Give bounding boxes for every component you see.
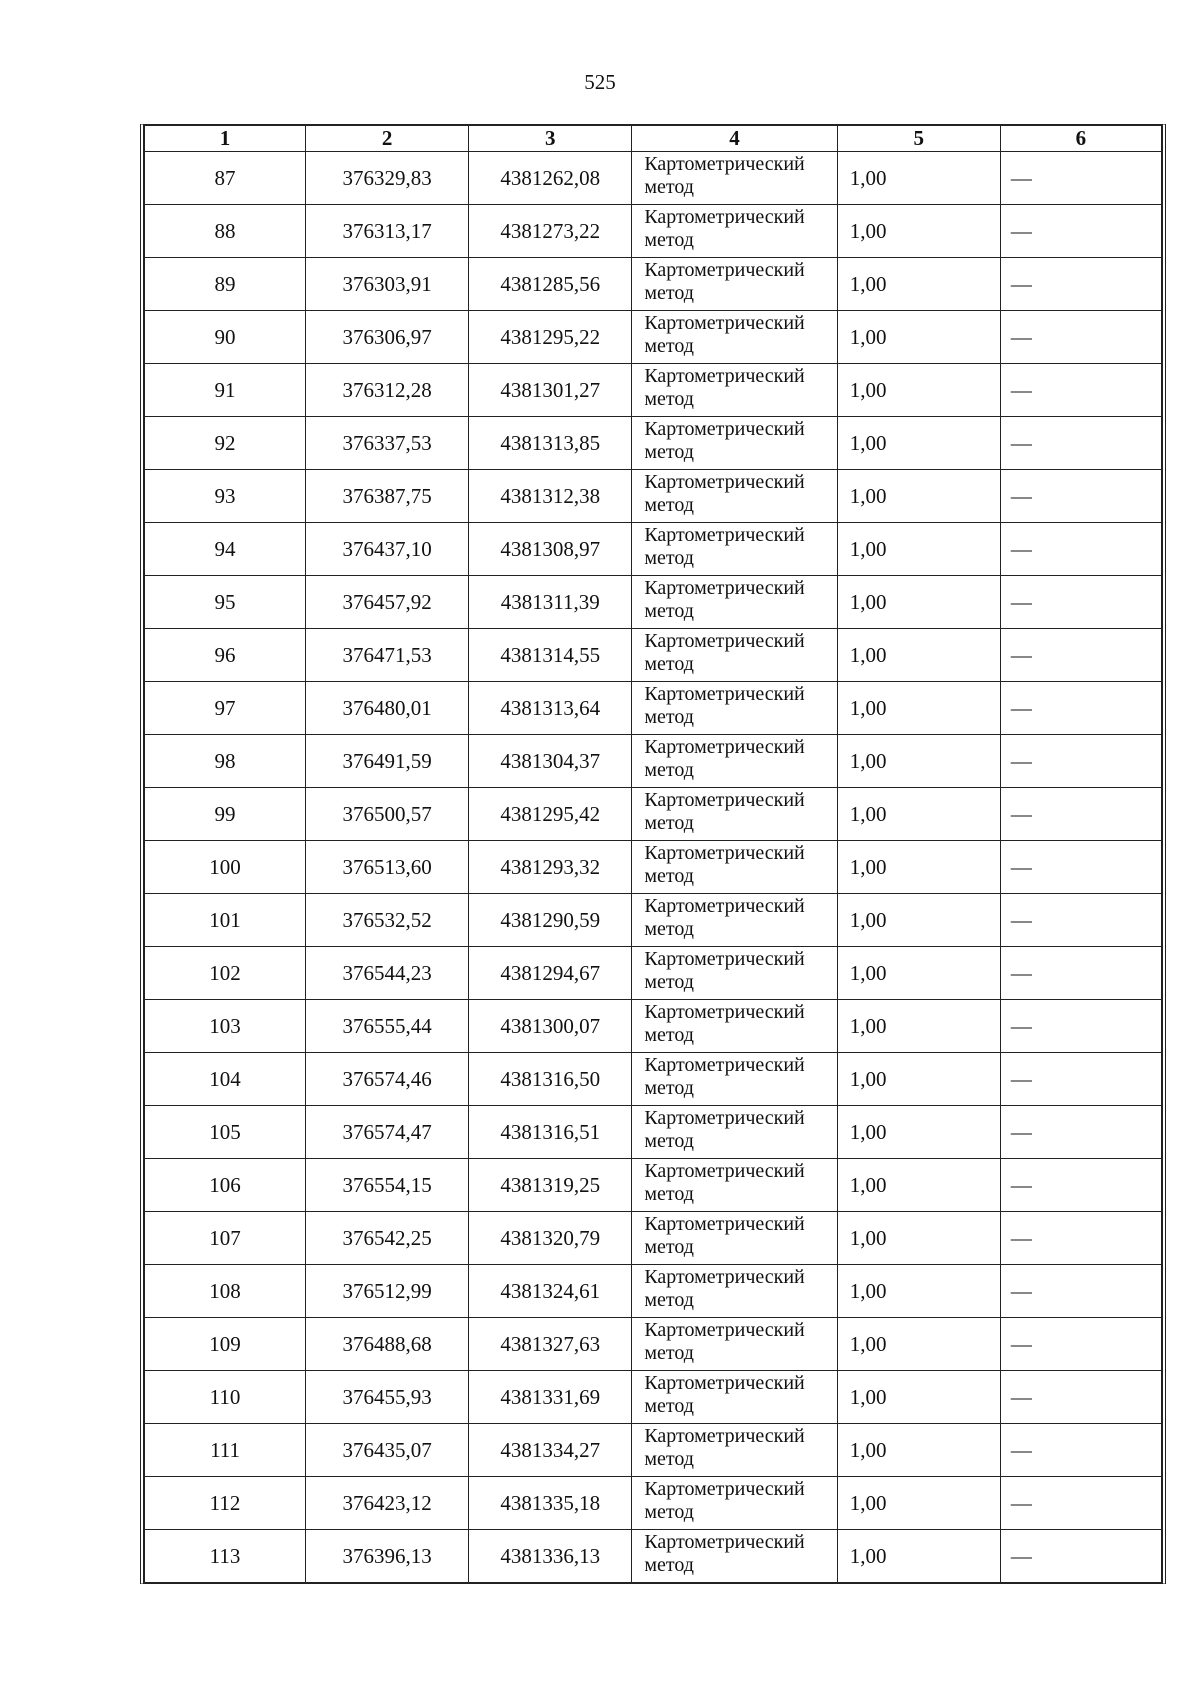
coordinates-table [140,124,1166,1584]
y-coordinate-cell: 4381336,13 [469,1530,632,1583]
note-cell: — [1000,1424,1161,1477]
method-cell: Картометрический метод [632,1477,837,1530]
x-coordinate-cell: 376455,93 [306,1371,469,1424]
x-coordinate-cell: 376574,46 [306,1053,469,1106]
column-header: 5 [837,126,1000,152]
accuracy-cell: 1,00 [837,682,1000,735]
note-cell: — [1000,788,1161,841]
table-row [145,1424,1162,1477]
table-row [145,735,1162,788]
point-number-cell: 111 [145,1424,306,1477]
method-cell: Картометрический метод [632,258,837,311]
x-coordinate-cell: 376437,10 [306,523,469,576]
table-row [145,1106,1162,1159]
note-cell: — [1000,470,1161,523]
table-row [145,629,1162,682]
method-cell: Картометрический метод [632,894,837,947]
accuracy-cell: 1,00 [837,1477,1000,1530]
x-coordinate-cell: 376500,57 [306,788,469,841]
x-coordinate-cell: 376574,47 [306,1106,469,1159]
note-cell: — [1000,1265,1161,1318]
method-cell: Картометрический метод [632,735,837,788]
table-row [145,417,1162,470]
y-coordinate-cell: 4381308,97 [469,523,632,576]
accuracy-cell: 1,00 [837,1424,1000,1477]
note-cell: — [1000,1053,1161,1106]
y-coordinate-cell: 4381327,63 [469,1318,632,1371]
method-cell: Картометрический метод [632,1212,837,1265]
note-cell: — [1000,1318,1161,1371]
accuracy-cell: 1,00 [837,1371,1000,1424]
point-number-cell: 103 [145,1000,306,1053]
method-cell: Картометрический метод [632,1530,837,1583]
x-coordinate-cell: 376513,60 [306,841,469,894]
note-cell: — [1000,1530,1161,1583]
table-row [145,947,1162,1000]
method-cell: Картометрический метод [632,311,837,364]
note-cell: — [1000,1212,1161,1265]
table-row [145,152,1162,205]
point-number-cell: 89 [145,258,306,311]
note-cell: — [1000,894,1161,947]
table-row [145,1053,1162,1106]
accuracy-cell: 1,00 [837,1106,1000,1159]
table-row [145,364,1162,417]
x-coordinate-cell: 376306,97 [306,311,469,364]
accuracy-cell: 1,00 [837,523,1000,576]
method-cell: Картометрический метод [632,841,837,894]
accuracy-cell: 1,00 [837,1159,1000,1212]
y-coordinate-cell: 4381313,85 [469,417,632,470]
method-cell: Картометрический метод [632,1053,837,1106]
point-number-cell: 94 [145,523,306,576]
note-cell: — [1000,523,1161,576]
note-cell: — [1000,205,1161,258]
accuracy-cell: 1,00 [837,629,1000,682]
method-cell: Картометрический метод [632,152,837,205]
point-number-cell: 108 [145,1265,306,1318]
accuracy-cell: 1,00 [837,841,1000,894]
table-row [145,523,1162,576]
accuracy-cell: 1,00 [837,947,1000,1000]
point-number-cell: 99 [145,788,306,841]
method-cell: Картометрический метод [632,1159,837,1212]
method-cell: Картометрический метод [632,788,837,841]
accuracy-cell: 1,00 [837,258,1000,311]
y-coordinate-cell: 4381316,51 [469,1106,632,1159]
table-header-row [145,126,1162,152]
column-header: 3 [469,126,632,152]
y-coordinate-cell: 4381290,59 [469,894,632,947]
method-cell: Картометрический метод [632,947,837,1000]
x-coordinate-cell: 376303,91 [306,258,469,311]
table-body [145,152,1162,1583]
method-cell: Картометрический метод [632,364,837,417]
table-row [145,470,1162,523]
y-coordinate-cell: 4381313,64 [469,682,632,735]
point-number-cell: 101 [145,894,306,947]
accuracy-cell: 1,00 [837,1000,1000,1053]
point-number-cell: 90 [145,311,306,364]
x-coordinate-cell: 376488,68 [306,1318,469,1371]
method-cell: Картометрический метод [632,417,837,470]
accuracy-cell: 1,00 [837,205,1000,258]
table-row [145,1371,1162,1424]
x-coordinate-cell: 376387,75 [306,470,469,523]
table-row [145,1000,1162,1053]
method-cell: Картометрический метод [632,523,837,576]
point-number-cell: 92 [145,417,306,470]
y-coordinate-cell: 4381320,79 [469,1212,632,1265]
note-cell: — [1000,1159,1161,1212]
point-number-cell: 110 [145,1371,306,1424]
y-coordinate-cell: 4381314,55 [469,629,632,682]
method-cell: Картометрический метод [632,1106,837,1159]
x-coordinate-cell: 376532,52 [306,894,469,947]
accuracy-cell: 1,00 [837,1265,1000,1318]
method-cell: Картометрический метод [632,470,837,523]
accuracy-cell: 1,00 [837,311,1000,364]
note-cell: — [1000,417,1161,470]
method-cell: Картометрический метод [632,629,837,682]
table-row [145,682,1162,735]
note-cell: — [1000,1106,1161,1159]
x-coordinate-cell: 376542,25 [306,1212,469,1265]
note-cell: — [1000,311,1161,364]
column-header: 6 [1000,126,1161,152]
accuracy-cell: 1,00 [837,1530,1000,1583]
point-number-cell: 109 [145,1318,306,1371]
note-cell: — [1000,576,1161,629]
accuracy-cell: 1,00 [837,470,1000,523]
table-row [145,1212,1162,1265]
note-cell: — [1000,629,1161,682]
accuracy-cell: 1,00 [837,788,1000,841]
point-number-cell: 87 [145,152,306,205]
y-coordinate-cell: 4381311,39 [469,576,632,629]
y-coordinate-cell: 4381285,56 [469,258,632,311]
accuracy-cell: 1,00 [837,576,1000,629]
table-row [145,1530,1162,1583]
method-cell: Картометрический метод [632,205,837,258]
accuracy-cell: 1,00 [837,1053,1000,1106]
point-number-cell: 91 [145,364,306,417]
note-cell: — [1000,841,1161,894]
x-coordinate-cell: 376554,15 [306,1159,469,1212]
x-coordinate-cell: 376329,83 [306,152,469,205]
note-cell: — [1000,735,1161,788]
y-coordinate-cell: 4381295,22 [469,311,632,364]
point-number-cell: 102 [145,947,306,1000]
y-coordinate-cell: 4381294,67 [469,947,632,1000]
x-coordinate-cell: 376313,17 [306,205,469,258]
note-cell: — [1000,364,1161,417]
y-coordinate-cell: 4381335,18 [469,1477,632,1530]
method-cell: Картометрический метод [632,1424,837,1477]
y-coordinate-cell: 4381300,07 [469,1000,632,1053]
y-coordinate-cell: 4381293,32 [469,841,632,894]
y-coordinate-cell: 4381301,27 [469,364,632,417]
y-coordinate-cell: 4381273,22 [469,205,632,258]
accuracy-cell: 1,00 [837,417,1000,470]
point-number-cell: 97 [145,682,306,735]
point-number-cell: 88 [145,205,306,258]
x-coordinate-cell: 376435,07 [306,1424,469,1477]
column-header: 4 [632,126,837,152]
x-coordinate-cell: 376337,53 [306,417,469,470]
point-number-cell: 96 [145,629,306,682]
x-coordinate-cell: 376480,01 [306,682,469,735]
point-number-cell: 113 [145,1530,306,1583]
y-coordinate-cell: 4381319,25 [469,1159,632,1212]
note-cell: — [1000,1477,1161,1530]
method-cell: Картометрический метод [632,682,837,735]
accuracy-cell: 1,00 [837,1212,1000,1265]
method-cell: Картометрический метод [632,576,837,629]
x-coordinate-cell: 376423,12 [306,1477,469,1530]
point-number-cell: 105 [145,1106,306,1159]
y-coordinate-cell: 4381324,61 [469,1265,632,1318]
y-coordinate-cell: 4381312,38 [469,470,632,523]
method-cell: Картометрический метод [632,1000,837,1053]
note-cell: — [1000,258,1161,311]
y-coordinate-cell: 4381304,37 [469,735,632,788]
method-cell: Картометрический метод [632,1318,837,1371]
table-row [145,1477,1162,1530]
column-header: 1 [145,126,306,152]
point-number-cell: 104 [145,1053,306,1106]
x-coordinate-cell: 376555,44 [306,1000,469,1053]
accuracy-cell: 1,00 [837,364,1000,417]
point-number-cell: 107 [145,1212,306,1265]
note-cell: — [1000,152,1161,205]
note-cell: — [1000,947,1161,1000]
table-row [145,576,1162,629]
y-coordinate-cell: 4381331,69 [469,1371,632,1424]
point-number-cell: 112 [145,1477,306,1530]
x-coordinate-cell: 376457,92 [306,576,469,629]
table-row [145,205,1162,258]
table-row [145,1265,1162,1318]
table-row [145,788,1162,841]
x-coordinate-cell: 376544,23 [306,947,469,1000]
point-number-cell: 93 [145,470,306,523]
table-row [145,258,1162,311]
y-coordinate-cell: 4381262,08 [469,152,632,205]
page-number: 525 [584,70,616,94]
x-coordinate-cell: 376512,99 [306,1265,469,1318]
x-coordinate-cell: 376471,53 [306,629,469,682]
x-coordinate-cell: 376491,59 [306,735,469,788]
method-cell: Картометрический метод [632,1265,837,1318]
point-number-cell: 100 [145,841,306,894]
accuracy-cell: 1,00 [837,152,1000,205]
accuracy-cell: 1,00 [837,735,1000,788]
table-row [145,841,1162,894]
point-number-cell: 98 [145,735,306,788]
table-row [145,311,1162,364]
note-cell: — [1000,682,1161,735]
y-coordinate-cell: 4381334,27 [469,1424,632,1477]
y-coordinate-cell: 4381316,50 [469,1053,632,1106]
x-coordinate-cell: 376312,28 [306,364,469,417]
point-number-cell: 95 [145,576,306,629]
note-cell: — [1000,1000,1161,1053]
table-row [145,894,1162,947]
note-cell: — [1000,1371,1161,1424]
column-header: 2 [306,126,469,152]
method-cell: Картометрический метод [632,1371,837,1424]
y-coordinate-cell: 4381295,42 [469,788,632,841]
point-number-cell: 106 [145,1159,306,1212]
accuracy-cell: 1,00 [837,894,1000,947]
table-row [145,1318,1162,1371]
accuracy-cell: 1,00 [837,1318,1000,1371]
table-row [145,1159,1162,1212]
x-coordinate-cell: 376396,13 [306,1530,469,1583]
